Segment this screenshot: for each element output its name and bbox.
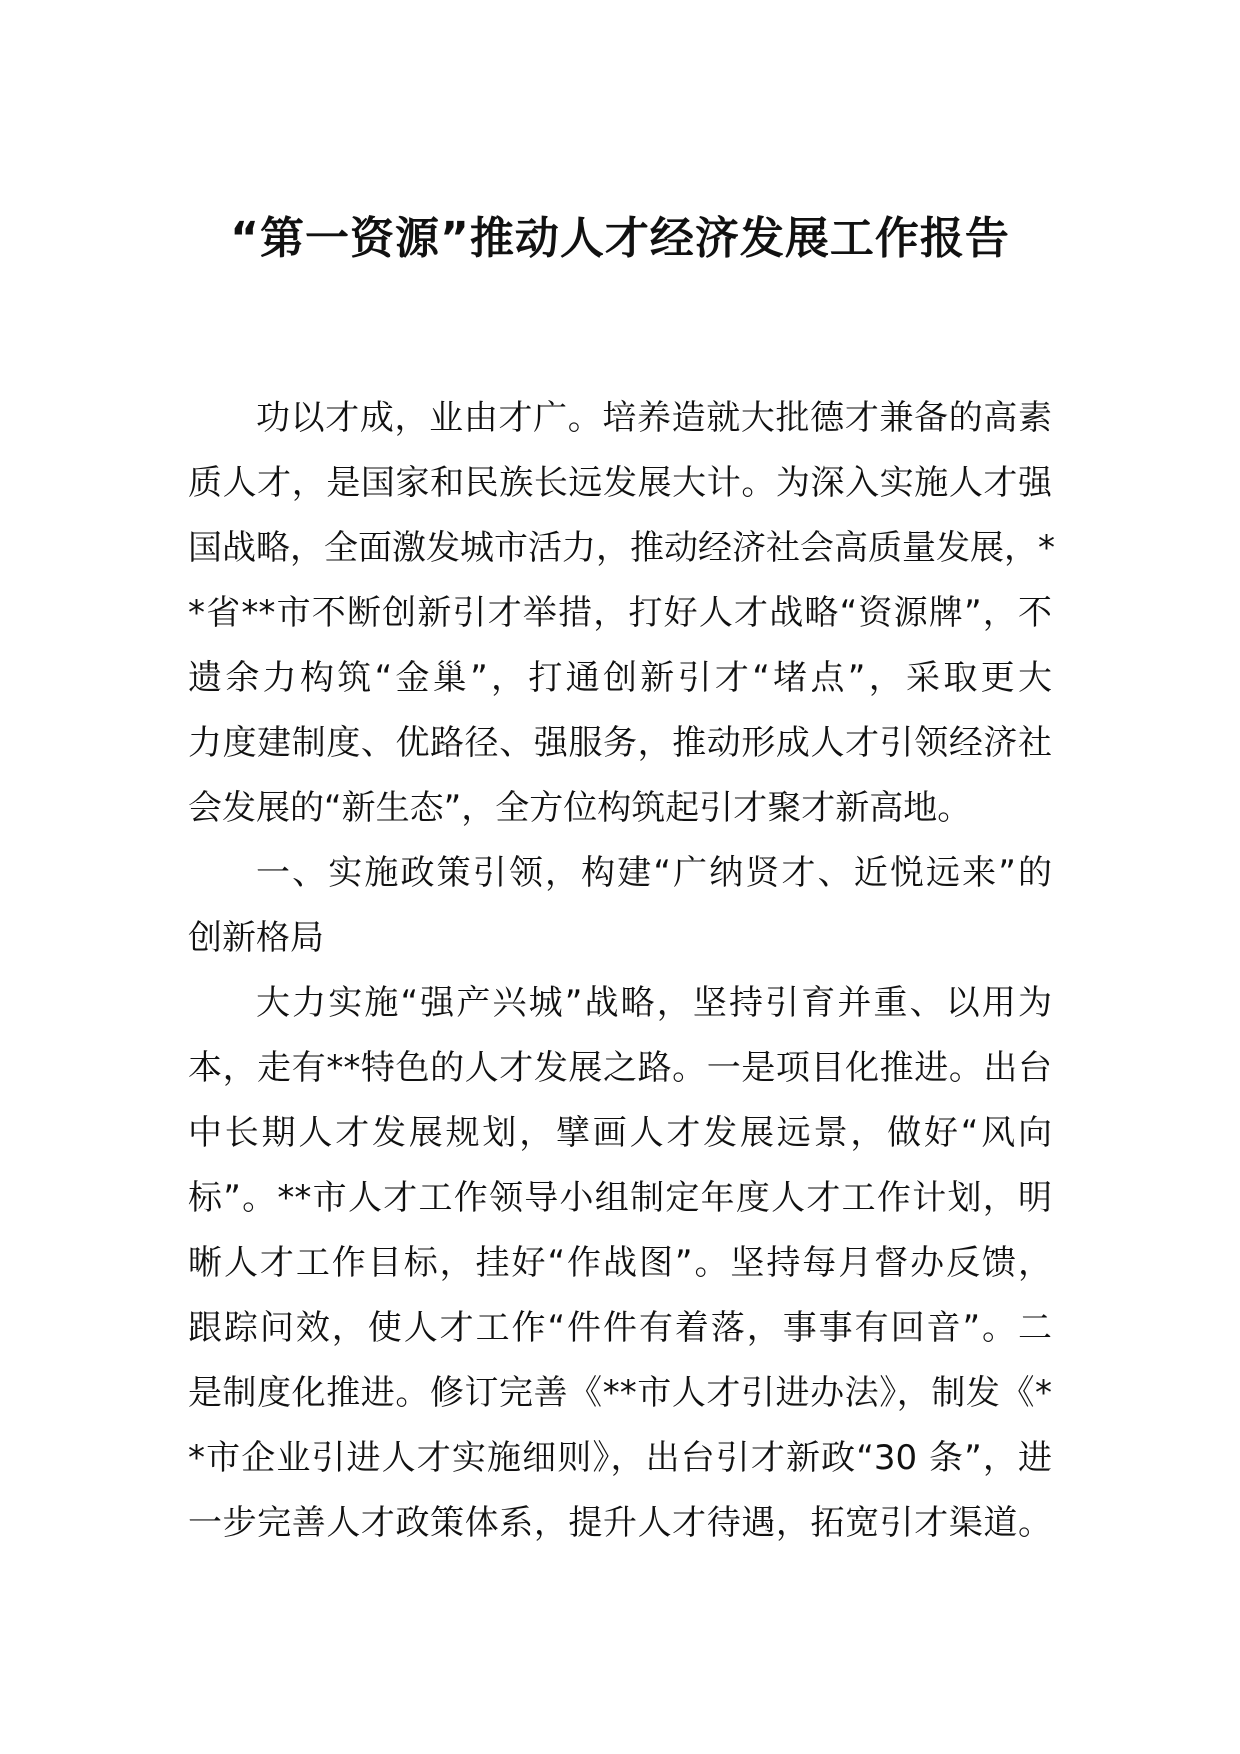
body-text-line: 本，走有**特色的人才发展之路。一是项目化推进。出台 bbox=[188, 1048, 1052, 1088]
document-body bbox=[188, 386, 1055, 1556]
body-text-line: 中长期人才发展规划，擘画人才发展远景，做好“风向 bbox=[188, 1113, 1052, 1153]
body-text-line: 功以才成，业由才广。培养造就大批德才兼备的高素 bbox=[256, 398, 1052, 438]
body-text-line: 力度建制度、优路径、强服务，推动形成人才引领经济社 bbox=[188, 723, 1052, 763]
body-text-line: 跟踪问效，使人才工作“件件有着落，事事有回音”。二 bbox=[188, 1308, 1052, 1348]
body-text-line: 质人才，是国家和民族长远发展大计。为深入实施人才强 bbox=[188, 463, 1052, 503]
document-title: “第一资源”推动人才经济发展工作报告 bbox=[230, 213, 1010, 264]
body-text-line: *市企业引进人才实施细则》，出台引才新政“30 条”，进 bbox=[188, 1438, 1052, 1478]
body-text-line: 一、实施政策引领，构建“广纳贤才、近悦远来”的 bbox=[256, 853, 1052, 893]
body-text-line: 创新格局 bbox=[188, 918, 324, 958]
body-text-line: 国战略，全面激发城市活力，推动经济社会高质量发展，* bbox=[188, 528, 1055, 568]
body-text-line: 遗余力构筑“金巢”，打通创新引才“堵点”，采取更大 bbox=[188, 658, 1052, 698]
body-text-line: 晰人才工作目标，挂好“作战图”。坚持每月督办反馈， bbox=[188, 1243, 1052, 1283]
body-text-line: 一步完善人才政策体系，提升人才待遇，拓宽引才渠道。 bbox=[188, 1503, 1052, 1543]
body-text-line: 是制度化推进。修订完善《**市人才引进办法》，制发《* bbox=[188, 1373, 1052, 1413]
body-text-line: *省**市不断创新引才举措，打好人才战略“资源牌”，不 bbox=[188, 593, 1052, 633]
body-text-line: 会发展的“新生态”，全方位构筑起引才聚才新高地。 bbox=[188, 788, 972, 828]
body-text-line: 大力实施“强产兴城”战略，坚持引育并重、以用为 bbox=[256, 983, 1052, 1023]
body-text-line: 标”。**市人才工作领导小组制定年度人才工作计划，明 bbox=[188, 1178, 1052, 1218]
